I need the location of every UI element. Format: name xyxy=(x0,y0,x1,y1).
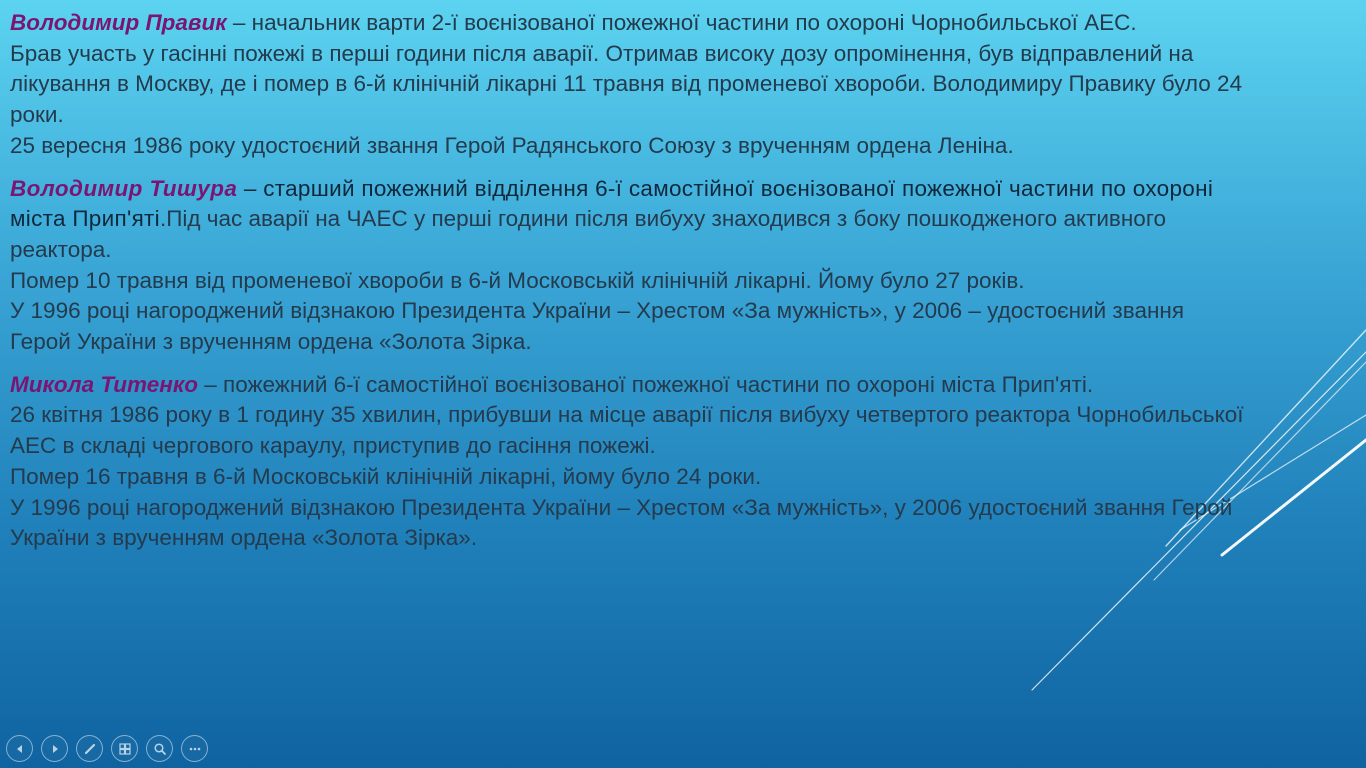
entry-tyshura xyxy=(10,174,1250,358)
next-icon xyxy=(49,743,61,755)
more-icon xyxy=(188,742,202,756)
see-all-slides-button[interactable] xyxy=(111,735,138,762)
entry-line: Помер 16 травня в 6-й Московській клінічній лікарні, йому було 24 роки. xyxy=(10,463,762,489)
person-name: Володимир Тишура xyxy=(10,175,238,201)
entry-lead: – пожежний 6-ї самостійної воєнізованої пожежної частини по охороні міста Прип'яті. xyxy=(198,371,1094,397)
entry-line: 25 вересня 1986 року удостоєний звання Герой Радянського Союзу з врученням ордена Леніна. xyxy=(10,132,1014,158)
entry-tytenko xyxy=(10,370,1250,554)
entry-line: Помер 10 травня від променевої хвороби в 6-й Московській клінічній лікарні. Йому було 27 років. xyxy=(10,267,1025,293)
slideshow-toolbar xyxy=(6,735,208,762)
person-name: Микола Титенко xyxy=(10,371,198,397)
pen-icon xyxy=(83,742,97,756)
entry-lead-tail: .Під час аварії на ЧАЕС у перші години після вибуху знаходився з боку пошкодженого активного реактора. xyxy=(10,206,1167,262)
zoom-icon xyxy=(153,742,167,756)
slide-text xyxy=(10,8,1250,554)
person-name: Володимир Правик xyxy=(10,10,227,35)
entry-lead: – старший пожежний відділення 6-ї самостійної воєнізованої пожежної частини по охороні міста Прип'яті xyxy=(10,175,1214,232)
previous-button[interactable] xyxy=(6,735,33,762)
next-button[interactable] xyxy=(41,735,68,762)
entry-pravyk xyxy=(10,8,1250,162)
previous-icon xyxy=(14,743,26,755)
entry-line: У 1996 році нагороджений відзнакою Президента України – Хрестом «За мужність», у 2006 – удостоєний звання Герой України з врученням ордена «Золота Зірка. xyxy=(10,298,1184,355)
entry-line: У 1996 році нагороджений відзнакою Президента України – Хрестом «За мужність», у 2006 удостоєний звання Герой України з врученням ордена «Золота Зірка». xyxy=(10,494,1233,551)
entry-lead: – начальник варти 2-ї воєнізованої пожежної частини по охороні Чорнобильської АЕС. xyxy=(226,10,1137,35)
more-options-button[interactable] xyxy=(181,735,208,762)
entry-line: Брав участь у гасінні пожежі в перші години після аварії. Отримав високу дозу опромінення, був відправлений на лікування в Москву, де і помер в 6-й клінічній лікарні 11 травня від променевої хвороби. Володимиру Правику було 24 роки. xyxy=(10,40,1243,128)
zoom-button[interactable] xyxy=(146,735,173,762)
entry-line: 26 квітня 1986 року в 1 годину 35 хвилин, прибувши на місце аварії після вибуху четвертого реактора Чорнобильської АЕС в складі чергового караулу, приступив до гасіння пожежі. xyxy=(10,402,1244,459)
pen-button[interactable] xyxy=(76,735,103,762)
slides-icon xyxy=(118,742,132,756)
